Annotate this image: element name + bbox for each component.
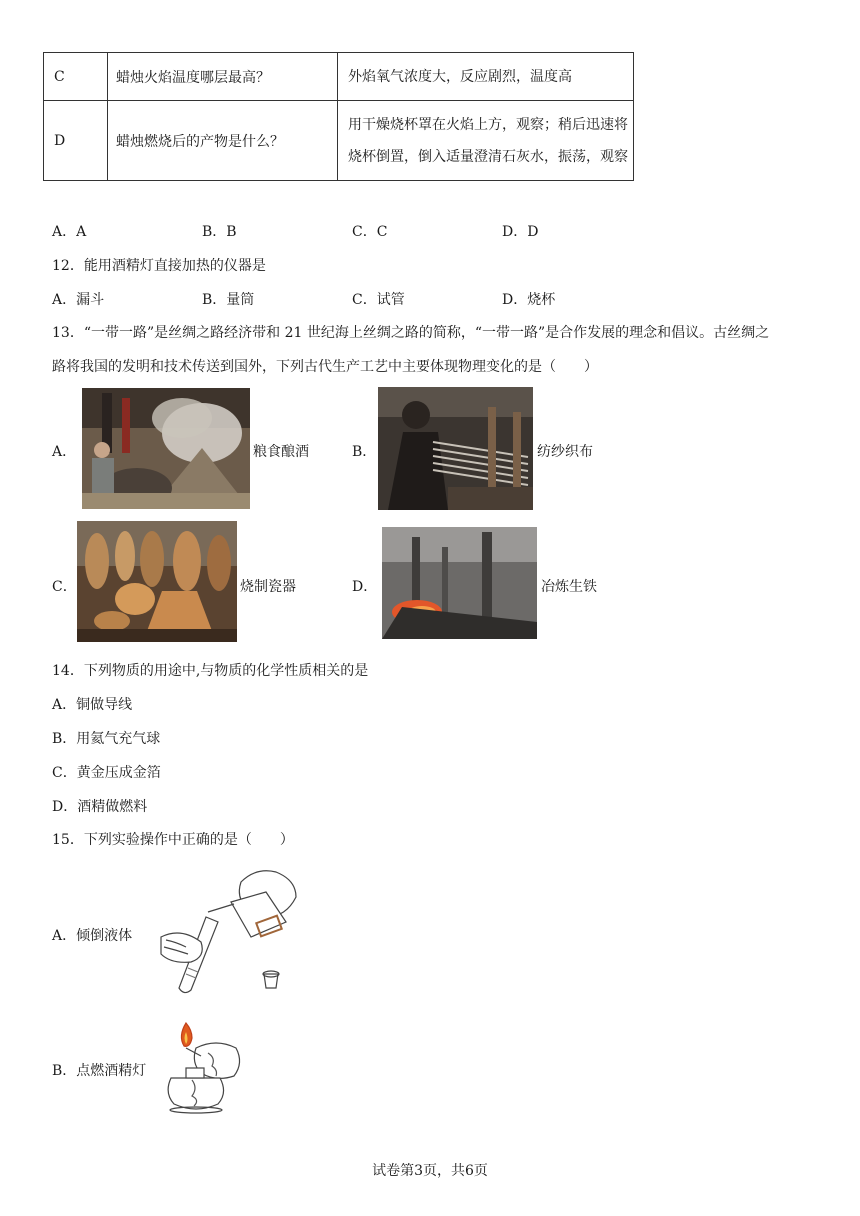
q12-option-c[interactable]: C．试管 <box>352 292 405 308</box>
q11-option-b[interactable]: B．B <box>202 224 237 240</box>
row-label: D <box>44 101 108 181</box>
row-method-line: 烧杯倒置，倒入适量澄清石灰水，振荡，观察 <box>348 148 628 165</box>
row-method <box>338 101 634 181</box>
q15-option-a[interactable]: A．倾倒液体 <box>52 928 133 944</box>
iron-smelting-photo <box>382 527 537 639</box>
q13-option-a-letter[interactable]: A． <box>52 444 77 460</box>
q12-option-b[interactable]: B．量筒 <box>202 292 255 308</box>
q12-option-a[interactable]: A．漏斗 <box>52 292 105 308</box>
row-label: C <box>44 53 108 101</box>
q11-table <box>43 52 634 181</box>
page-footer: 试卷第3页，共6页 <box>372 1163 488 1179</box>
weaving-photo <box>378 387 533 510</box>
q13-option-c-caption: 烧制瓷器 <box>240 579 296 595</box>
q14-option-d[interactable]: D．酒精做燃料 <box>52 799 148 815</box>
q13-option-a-caption: 粮食酿酒 <box>253 444 309 460</box>
q13-option-d-caption: 冶炼生铁 <box>541 579 597 595</box>
porcelain-photo <box>77 521 237 642</box>
q14-option-c[interactable]: C．黄金压成金箔 <box>52 765 161 781</box>
q14-option-a[interactable]: A．铜做导线 <box>52 697 133 713</box>
q11-option-c[interactable]: C．C <box>352 224 388 240</box>
q15-stem: 15．下列实验操作中正确的是（ ） <box>52 832 294 848</box>
row-question: 蜡烛燃烧后的产物是什么？ <box>108 101 338 181</box>
q12-stem: 12．能用酒精灯直接加热的仪器是 <box>52 258 266 274</box>
row-question: 蜡烛火焰温度哪层最高？ <box>108 53 338 101</box>
q13-stem-line1: 13．“一带一路”是丝绸之路经济带和 21 世纪海上丝绸之路的简称，“一带一路”是合作发展的理念和倡议。古丝绸之 <box>52 325 770 341</box>
table-row <box>44 101 634 181</box>
q13-option-d-letter[interactable]: D． <box>352 579 378 595</box>
q13-stem-line2: 路将我国的发明和技术传送到国外，下列古代生产工艺中主要体现物理变化的是（ ） <box>52 359 598 375</box>
q11-option-a[interactable]: A．A <box>52 224 87 240</box>
q15-option-b[interactable]: B．点燃酒精灯 <box>52 1063 147 1079</box>
q13-option-b-caption: 纺纱织布 <box>537 444 593 460</box>
row-method <box>338 53 634 101</box>
table-row <box>44 53 634 101</box>
q13-option-c-letter[interactable]: C． <box>52 579 77 595</box>
pouring-liquid-illustration <box>146 862 311 997</box>
row-method-line: 用干燥烧杯罩在火焰上方，观察；稍后迅速将 <box>348 116 628 133</box>
q13-option-b-letter[interactable]: B． <box>352 444 377 460</box>
q14-stem: 14．下列物质的用途中,与物质的化学性质相关的是 <box>52 663 369 679</box>
brewing-photo <box>82 388 250 509</box>
q14-option-b[interactable]: B．用氦气充气球 <box>52 731 161 747</box>
q11-option-d[interactable]: D．D <box>502 224 539 240</box>
row-method-line: 外焰氧气浓度大，反应剧烈，温度高 <box>348 68 572 85</box>
q12-option-d[interactable]: D．烧杯 <box>502 292 556 308</box>
lighting-alcohol-lamp-illustration <box>156 1018 246 1114</box>
